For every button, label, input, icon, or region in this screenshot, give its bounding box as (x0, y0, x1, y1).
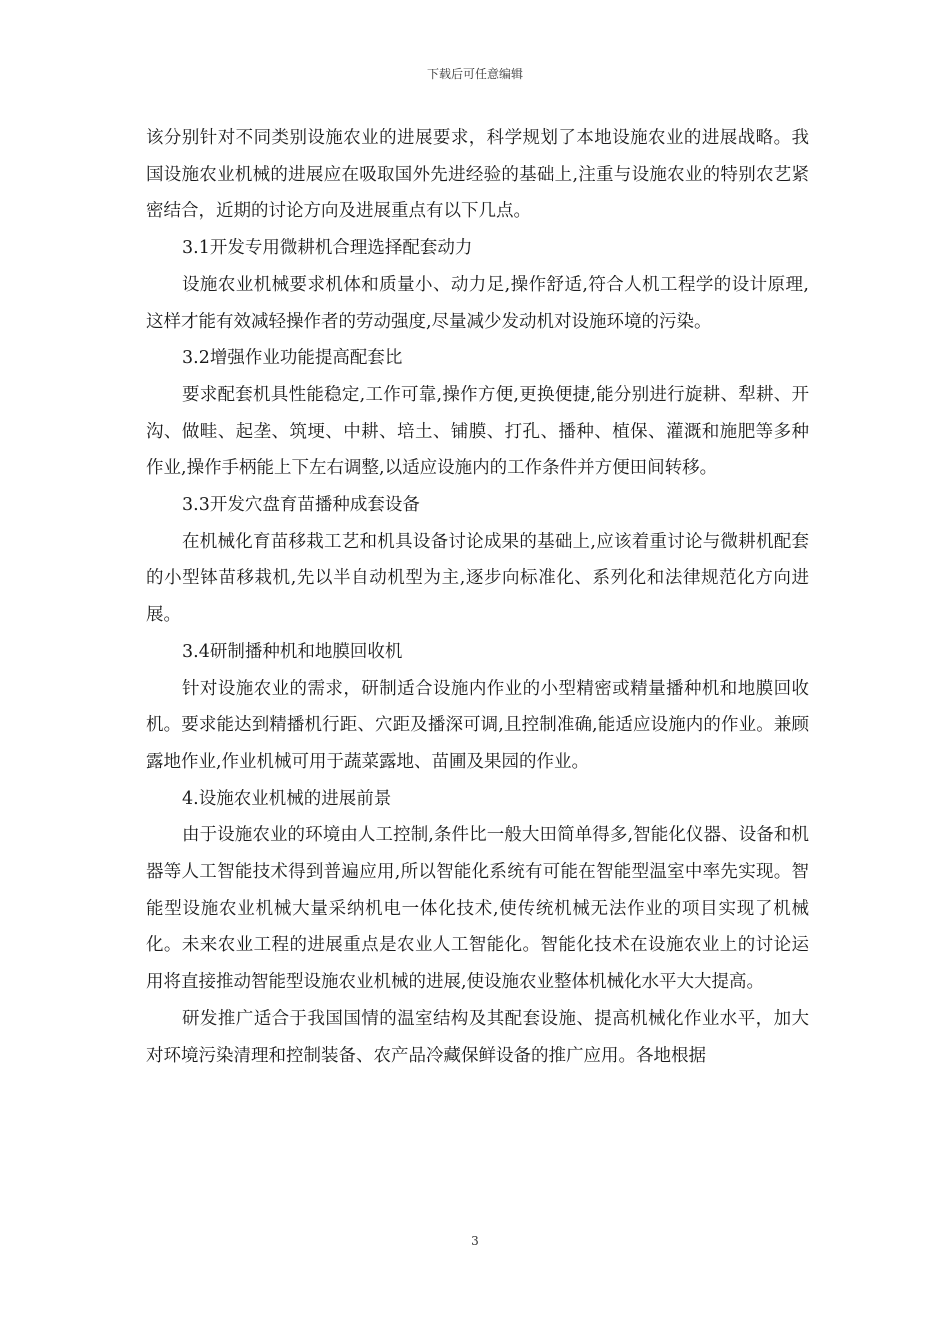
page-header: 下载后可任意编辑 (426, 67, 523, 81)
paragraph-intro: 该分别针对不同类别设施农业的进展要求，科学规划了本地设施农业的进展战略。我国设施农业机械的进展应在吸取国外先进经验的基础上,注重与设施农业的特别农艺紧密结合，近期的讨论方向及进展重点有以下几点。 (146, 128, 809, 222)
paragraph-3-1: 设施农业机械要求机体和质量小、动力足,操作舒适,符合人机工程学的设计原理,这样才能有效减轻操作者的劳动强度,尽量减少发动机对设施环境的污染。 (146, 274, 809, 332)
paragraph-3-3: 在机械化育苗移栽工艺和机具设备讨论成果的基础上,应该着重讨论与微耕机配套的小型钵苗移栽机,先以半自动机型为主,逐步向标准化、系列化和法律规范化方向进展。 (146, 531, 809, 626)
page-number: 3 (471, 1234, 479, 1248)
paragraph-3-2: 要求配套机具性能稳定,工作可靠,操作方便,更换便捷,能分别进行旋耕、犁耕、开沟、做畦、起垄、筑埂、中耕、培土、铺膜、打孔、播种、植保、灌溉和施肥等多种作业,操作手柄能上下左右调整,以适应设施内的工作条件并方便田间转移。 (146, 384, 809, 479)
paragraph-4-a: 由于设施农业的环境由人工控制,条件比一般大田简单得多,智能化仪器、设备和机器等人工智能技术得到普遍应用,所以智能化系统有可能在智能型温室中率先实现。智能型设施农业机械大量采纳机电一体化技术,使传统机械无法作业的项目实现了机械化。未来农业工程的进展重点是农业人工智能化。智能化技术在设施农业上的讨论运用将直接推动智能型设施农业机械的进展,使设施农业整体机械化水平大大提高。 (146, 825, 809, 993)
section-heading-3-1: 3.1开发专用微耕机合理选择配套动力 (182, 238, 473, 259)
paragraph-4-b: 研发推广适合于我国国情的温室结构及其配套设施、提高机械化作业水平，加大对环境污染清理和控制装备、农产品冷藏保鲜设备的推广应用。各地根据 (146, 1008, 809, 1066)
paragraph-3-4: 针对设施农业的需求，研制适合设施内作业的小型精密或精量播种机和地膜回收机。要求能达到精播机行距、穴距及播深可调,且控制准确,能适应设施内的作业。兼顾露地作业,作业机械可用于蔬菜露地、苗圃及果园的作业。 (146, 678, 809, 772)
section-heading-4: 4.设施农业机械的进展前景 (182, 788, 392, 809)
document-body (146, 120, 809, 1074)
section-heading-3-2: 3.2增强作业功能提高配套比 (182, 348, 403, 369)
section-heading-3-4: 3.4研制播种机和地膜回收机 (182, 641, 403, 662)
section-heading-3-3: 3.3开发穴盘育苗播种成套设备 (182, 495, 420, 516)
